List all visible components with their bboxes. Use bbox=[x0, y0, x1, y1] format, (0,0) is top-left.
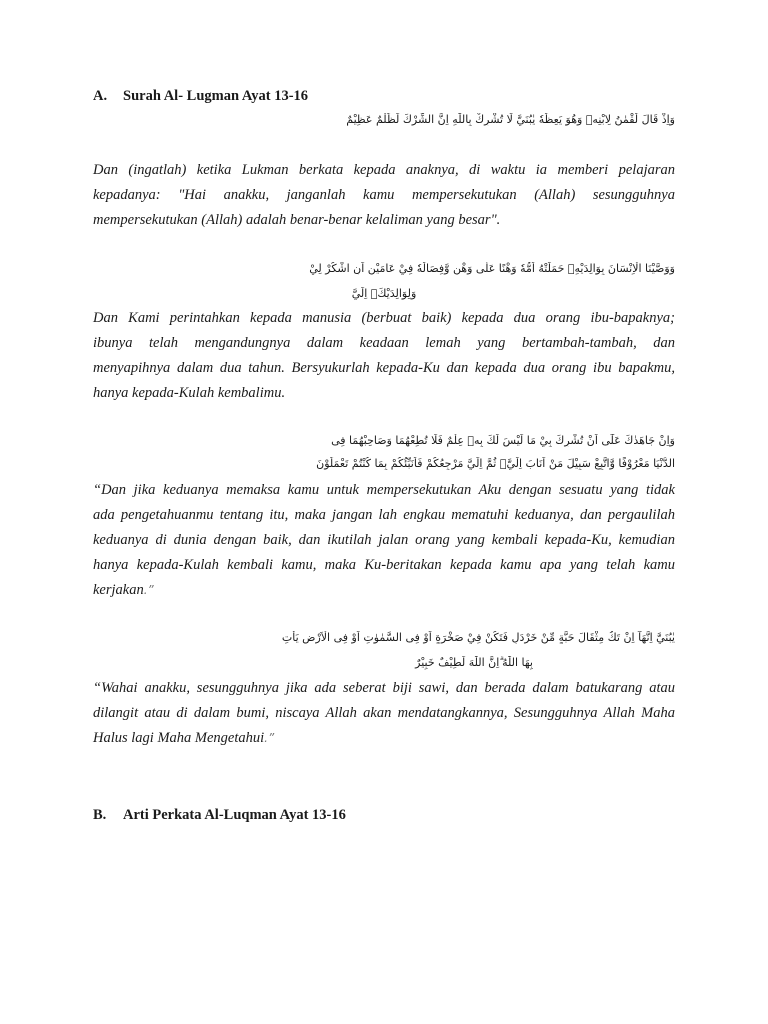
verse-14-translation bbox=[93, 306, 675, 406]
verse-15-line-1: “Dan jika keduanya memaksa kamu untuk mempersekutukan Aku dengan sesuatu yang tidak bbox=[93, 482, 675, 498]
section-b-heading bbox=[93, 807, 346, 824]
verse-15-line-2: ada pengetahuanmu tentang itu, maka jangan lah engkau mematuhi keduanya, dan pergaulilah bbox=[93, 507, 675, 523]
verse-16-translation bbox=[93, 676, 675, 751]
verse-16-last-line-text: Halus lagi Maha Mengetahui bbox=[93, 730, 265, 746]
verse-15-line-4: hanya kepada-Kulah kembali kamu, maka Ku-beritakan kepada kamu apa yang telah kamu bbox=[93, 557, 675, 573]
section-a-heading bbox=[93, 88, 308, 105]
verse-16-line-1: “Wahai anakku, sesungguhnya jika ada seberat biji sawi, dan berada dalam batukarang atau bbox=[93, 680, 675, 696]
verse-16-closing-quote: .” bbox=[264, 731, 275, 745]
verse-14-line-2: ibunya telah mengandungnya dalam keadaan lemah yang bertambah-tambah, dan bbox=[93, 335, 675, 351]
verse-13-line-1: Dan (ingatlah) ketika Lukman berkata kepada anaknya, di waktu ia memberi pelajaran bbox=[93, 162, 675, 178]
section-b-title: Arti Perkata Al-Luqman Ayat 13-16 bbox=[123, 807, 346, 823]
verse-15-arabic-line-2: الدُّنْيَا مَعْرُوْفًا وَّاتَّبِعْ سَبِيْلَ مَنْ اَنَابَ اِلَيَّۚ ثُمَّ اِلَيَّ مَرْجِعُكُمْ فَاُنَبِّئُكُمْ بِمَا كُنْتُمْ تَعْمَلُوْنَ bbox=[316, 457, 675, 470]
verse-14-arabic-line-1: وَوَصَّيْنَا الْاِنْسَانَ بِوَالِدَيْهِۚ حَمَلَتْهُ اُمُّهٗ وَهْنًا عَلٰى وَهْنٍ وَّفِصَالُهٗ فِيْ عَامَيْنِ اَنِ اشْكُرْ لِيْ bbox=[309, 262, 675, 275]
verse-15-translation bbox=[93, 478, 675, 603]
section-a-title: Surah Al- Lugman Ayat 13-16 bbox=[123, 88, 309, 104]
verse-15-line-5 bbox=[93, 578, 675, 603]
verse-14-line-4: hanya kepada-Kulah kembalimu. bbox=[93, 385, 286, 401]
verse-13-arabic: وَاِذْ قَالَ لُقْمٰنُ لِابْنِهٖ وَهُوَ يَعِظُهٗ يٰبُنَيَّ لَا تُشْرِكْ بِاللّٰهِ اِنَّ الشِّرْكَ لَظُلْمٌ عَظِيْمٌ bbox=[346, 113, 675, 126]
verse-14-line-3: menyapihnya dalam dua tahun. Bersyukurlah kepada-Ku dan kepada dua orang ibu bapakmu, bbox=[93, 360, 675, 376]
verse-13-line-3: mempersekutukan (Allah) adalah benar-benar kelaliman yang besar". bbox=[93, 212, 501, 228]
verse-14-line-1: Dan Kami perintahkan kepada manusia (berbuat baik) kepada dua orang ibu-bapaknya; bbox=[93, 310, 675, 326]
section-a-label: A. bbox=[93, 88, 108, 104]
verse-13-translation bbox=[93, 158, 675, 233]
verse-15-last-line-text: kerjakan bbox=[93, 582, 144, 598]
section-b-label: B. bbox=[93, 807, 107, 823]
verse-14-arabic-line-2: وَلِوَالِدَيْكَۗ اِلَيَّ bbox=[351, 287, 417, 300]
verse-15-line-3: keduanya di dunia dengan baik, dan ikutilah jalan orang yang kembali kepada-Ku, kemudian bbox=[93, 532, 675, 548]
verse-16-line-2: dilangit atau di dalam bumi, niscaya Allah akan mendatangkannya, Sesungguhnya Allah Maha bbox=[93, 705, 675, 721]
verse-15-closing-quote: .” bbox=[143, 583, 154, 597]
verse-15-arabic-line-1: وَاِنْ جَاهَدٰكَ عَلٰٓى اَنْ تُشْرِكَ بِيْ مَا لَيْسَ لَكَ بِهٖ عِلْمٌ فَلَا تُطِعْهُمَا وَصَاحِبْهُمَا فِى bbox=[331, 434, 675, 447]
verse-16-arabic-line-1: يٰبُنَيَّ اِنَّهَآ اِنْ تَكُ مِثْقَالَ حَبَّةٍ مِّنْ خَرْدَلٍ فَتَكُنْ فِيْ صَخْرَةٍ اَوْ فِى السَّمٰوٰتِ اَوْ فِى الْاَرْضِ يَأْتِ bbox=[281, 631, 675, 644]
verse-13-line-2: kepadanya: "Hai anakku, janganlah kamu mempersekutukan (Allah) sesungguhnya bbox=[93, 187, 675, 203]
verse-16-arabic-line-2: بِهَا اللّٰهُ ۗاِنَّ اللّٰهَ لَطِيْفٌ خَبِيْرٌ bbox=[415, 656, 533, 669]
verse-16-line-3 bbox=[93, 726, 675, 751]
